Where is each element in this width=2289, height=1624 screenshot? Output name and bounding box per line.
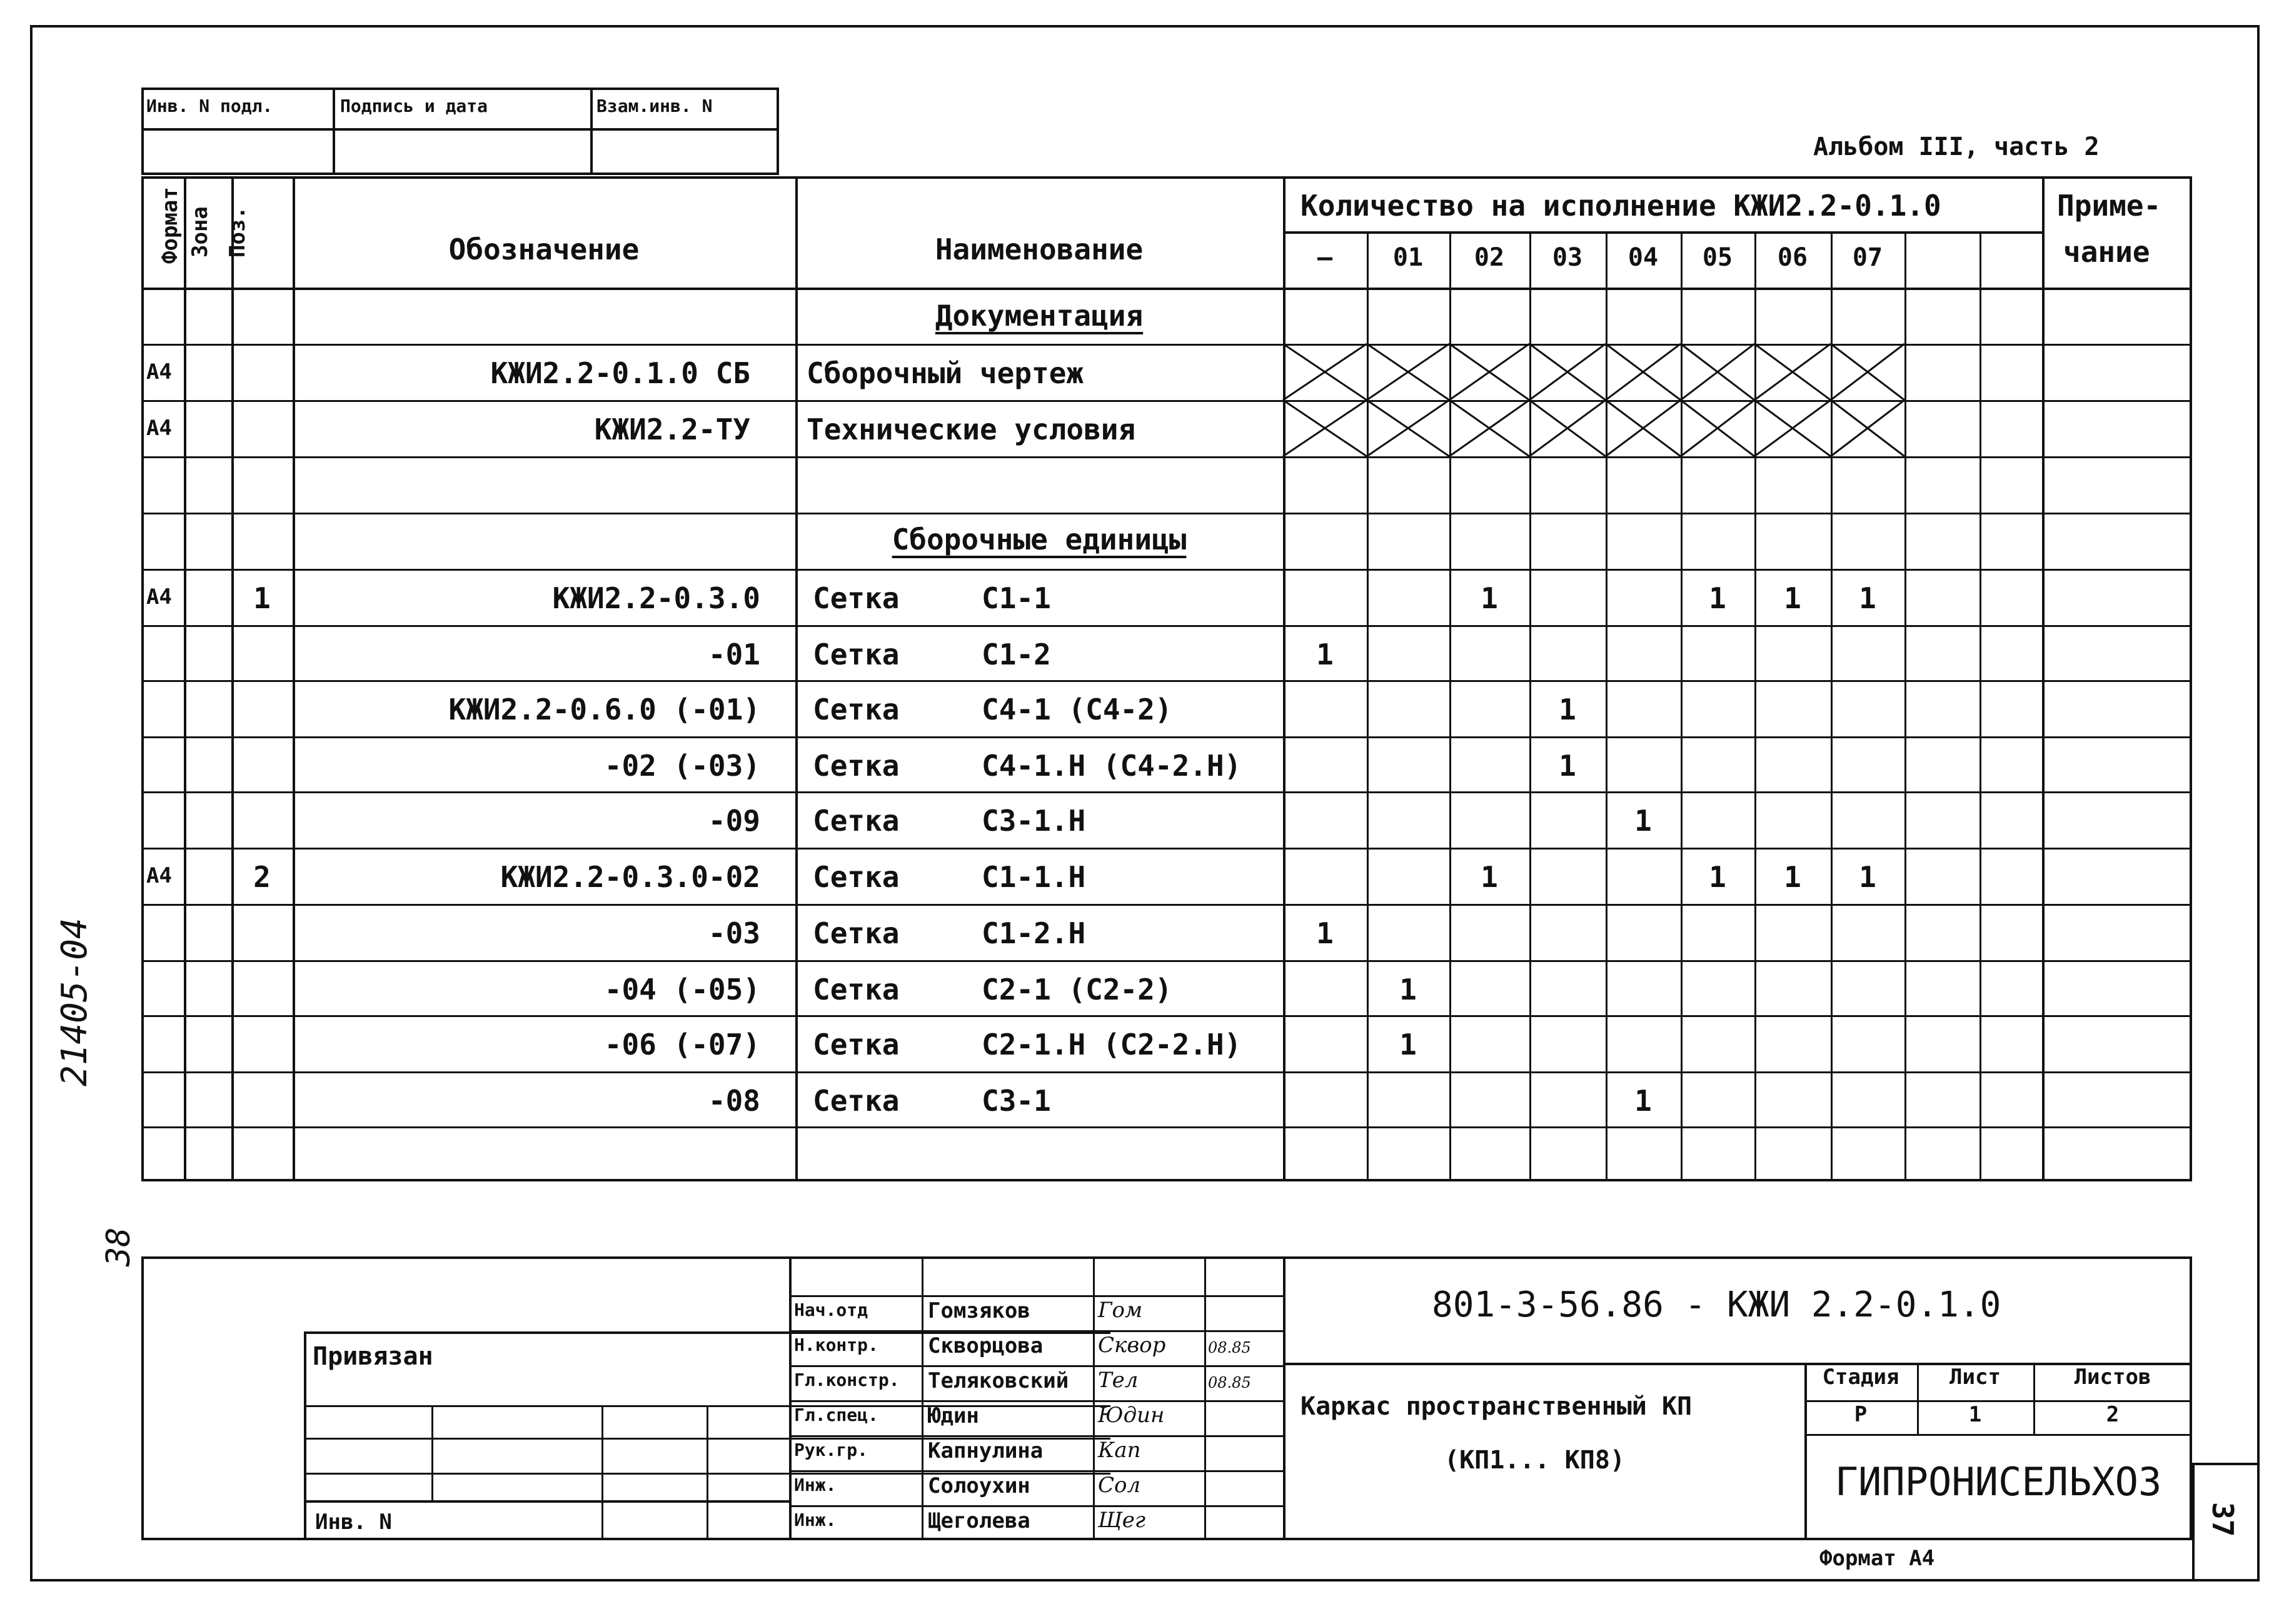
tb-line — [789, 1295, 1283, 1297]
person-name: Капнулина — [928, 1438, 1044, 1463]
row-designation: КЖИ2.2-ТУ — [594, 413, 750, 446]
row-qty: 1 — [1634, 1084, 1652, 1118]
side-page: 38 — [100, 1227, 138, 1266]
person-role: Рук.гр. — [794, 1440, 868, 1460]
row-qty: 1 — [1709, 581, 1726, 615]
row-mark: С1-2.Н — [982, 916, 1086, 950]
tb-line — [304, 1331, 306, 1540]
inv-n-label: Инв. N — [315, 1510, 392, 1535]
person-signature: Сквор — [1098, 1333, 1166, 1358]
tb-line — [789, 1505, 1283, 1507]
row-designation: -08 — [708, 1084, 760, 1118]
row-format: А4 — [146, 584, 172, 609]
row-qty: 1 — [1559, 749, 1576, 783]
variant-header: 07 — [1852, 243, 1883, 272]
person-role: Инж. — [794, 1475, 837, 1495]
tb-line — [707, 1405, 708, 1538]
row-designation: -01 — [708, 638, 760, 671]
tb-line — [304, 1500, 789, 1503]
row-qty: 1 — [1399, 973, 1417, 1006]
row-qty: 1 — [1481, 581, 1498, 615]
person-name: Щеголева — [928, 1508, 1030, 1533]
doc-code: 801-3-56.86 - КЖИ 2.2-0.1.0 — [1432, 1285, 2001, 1325]
person-name: Юдин — [928, 1403, 979, 1428]
row-qty: 1 — [1709, 860, 1726, 894]
person-date: 08.85 — [1208, 1339, 1251, 1356]
person-role: Инж. — [794, 1510, 837, 1530]
variant-header: — — [1317, 243, 1333, 272]
variant-header: 04 — [1627, 243, 1659, 272]
row-qty: 1 — [1859, 860, 1876, 894]
row-qty: 1 — [1784, 581, 1801, 615]
row-mark: С1-2 — [982, 638, 1051, 671]
row-kind: Сетка — [813, 916, 900, 950]
row-pos: 1 — [253, 581, 271, 615]
row-mark: С3-1.Н — [982, 804, 1086, 838]
page-number-right: 37 — [2206, 1502, 2240, 1537]
col-qty-header: Количество на исполнение КЖИ2.2-0.1.0 — [1300, 189, 1941, 223]
stage-value: Р — [1854, 1402, 1868, 1427]
tb-line — [1093, 1256, 1095, 1540]
row-format: А4 — [146, 416, 172, 441]
doc-title-2: (КП1... КП8) — [1444, 1446, 1625, 1475]
row-designation: КЖИ2.2-0.6.0 (-01) — [448, 693, 760, 726]
row-designation: -06 (-07) — [604, 1028, 760, 1061]
row-format: А4 — [146, 359, 172, 384]
org-name: ГИПРОНИСЕЛЬХОЗ — [1834, 1459, 2162, 1505]
row-qty: 1 — [1316, 916, 1334, 950]
row-mark: С1-1.Н — [982, 860, 1086, 894]
person-role: Гл.констр. — [794, 1370, 900, 1390]
row-kind: Сетка — [813, 581, 900, 615]
tb-line — [431, 1405, 433, 1500]
row-designation: КЖИ2.2-0.1.0 СБ — [490, 356, 750, 390]
tb-line — [1283, 1363, 2192, 1365]
person-signature: Юдин — [1098, 1403, 1165, 1428]
variant-header: 06 — [1777, 243, 1808, 272]
stamp-signature-date: Подпись и дата — [340, 96, 488, 116]
person-name: Теляковский — [928, 1368, 1069, 1393]
row-kind: Сетка — [813, 804, 900, 838]
stamp-vzam-inv: Взам.инв. N — [596, 96, 713, 116]
row-designation: -03 — [708, 916, 760, 950]
row-mark: С4-1.Н (С4-2.Н) — [982, 749, 1242, 783]
row-designation: КЖИ2.2-0.3.0-02 — [500, 860, 760, 894]
row-name: Технические условия — [807, 413, 1136, 446]
row-kind: Сетка — [813, 749, 900, 783]
row-mark: С3-1 — [982, 1084, 1051, 1118]
sheet-label: Лист — [1949, 1365, 2001, 1390]
row-mark: С2-1 (С2-2) — [982, 973, 1172, 1006]
row-designation: -04 (-05) — [604, 973, 760, 1006]
person-signature: Кап — [1098, 1438, 1141, 1463]
person-name: Скворцова — [928, 1333, 1044, 1358]
tb-line — [789, 1470, 1283, 1472]
col-format-header: Формат — [158, 187, 183, 264]
format-label: Формат А4 — [1819, 1546, 1935, 1571]
person-name: Гомзяков — [928, 1298, 1030, 1323]
row-kind: Сетка — [813, 1028, 900, 1061]
row-pos: 2 — [253, 860, 271, 894]
variant-header: 05 — [1702, 243, 1733, 272]
row-qty: 1 — [1559, 693, 1576, 726]
tb-line — [789, 1365, 1283, 1367]
tb-line — [1204, 1256, 1206, 1540]
row-qty: 1 — [1859, 581, 1876, 615]
stage-label: Стадия — [1822, 1365, 1899, 1390]
variant-header: 01 — [1392, 243, 1424, 272]
row-kind: Сетка — [813, 860, 900, 894]
tb-line — [2192, 1463, 2195, 1581]
tb-line — [1804, 1363, 1807, 1540]
row-kind: Сетка — [813, 1084, 900, 1118]
row-designation: -09 — [708, 804, 760, 838]
privyazan-label: Привязан — [313, 1342, 433, 1371]
row-qty: 1 — [1481, 860, 1498, 894]
person-name: Солоухин — [928, 1473, 1030, 1498]
variant-header: 02 — [1474, 243, 1505, 272]
side-number: 21405-04 — [54, 918, 95, 1086]
tb-line — [601, 1405, 603, 1538]
doc-title-1: Каркас пространственный КП — [1300, 1392, 1693, 1421]
row-kind: Сетка — [813, 973, 900, 1006]
row-name: Сборочный чертеж — [807, 356, 1084, 390]
row-mark: С4-1 (С4-2) — [982, 693, 1172, 726]
col-name-header: Наименование — [935, 233, 1144, 266]
row-qty: 1 — [1316, 638, 1334, 671]
person-signature: Тел — [1098, 1368, 1139, 1393]
person-role: Гл.спец. — [794, 1405, 878, 1425]
person-signature: Сол — [1098, 1473, 1141, 1498]
row-designation: -02 (-03) — [604, 749, 760, 783]
tb-line — [1283, 1256, 1285, 1540]
person-signature: Гом — [1098, 1298, 1143, 1323]
stamp-inv-podl: Инв. N подл. — [146, 96, 273, 116]
row-qty: 1 — [1399, 1028, 1417, 1061]
row-mark: С1-1 — [982, 581, 1051, 615]
col-pos-header: Поз. — [225, 206, 250, 258]
row-kind: Сетка — [813, 638, 900, 671]
row-qty: 1 — [1634, 804, 1652, 838]
tb-line — [789, 1400, 1283, 1402]
col-designation-header: Обозначение — [448, 233, 640, 266]
sheets-label: Листов — [2074, 1365, 2151, 1390]
tb-line — [789, 1256, 792, 1540]
row-mark: С2-1.Н (С2-2.Н) — [982, 1028, 1242, 1061]
tb-line — [1804, 1434, 2192, 1436]
col-note-header-2: чание — [2063, 235, 2150, 269]
row-format: А4 — [146, 863, 172, 888]
section-docs-title: Документация — [935, 299, 1144, 333]
row-qty: 1 — [1784, 860, 1801, 894]
person-role: Нач.отд — [794, 1300, 868, 1320]
section-units-title: Сборочные единицы — [892, 523, 1187, 556]
tb-line — [922, 1256, 923, 1540]
col-zone-header: Зона — [188, 206, 213, 258]
tb-line — [2192, 1463, 2260, 1465]
person-date: 08.85 — [1208, 1374, 1251, 1391]
sheet-value: 1 — [1968, 1402, 1982, 1427]
person-signature: Щег — [1098, 1508, 1146, 1533]
row-kind: Сетка — [813, 693, 900, 726]
album-label: Альбом III, часть 2 — [1813, 133, 2100, 161]
variant-header: 03 — [1552, 243, 1583, 272]
tb-line — [789, 1435, 1283, 1437]
tb-line — [789, 1330, 1283, 1332]
row-designation: КЖИ2.2-0.3.0 — [552, 581, 760, 615]
person-role: Н.контр. — [794, 1335, 878, 1355]
sheets-value: 2 — [2106, 1402, 2120, 1427]
col-note-header-1: Приме- — [2057, 189, 2161, 223]
